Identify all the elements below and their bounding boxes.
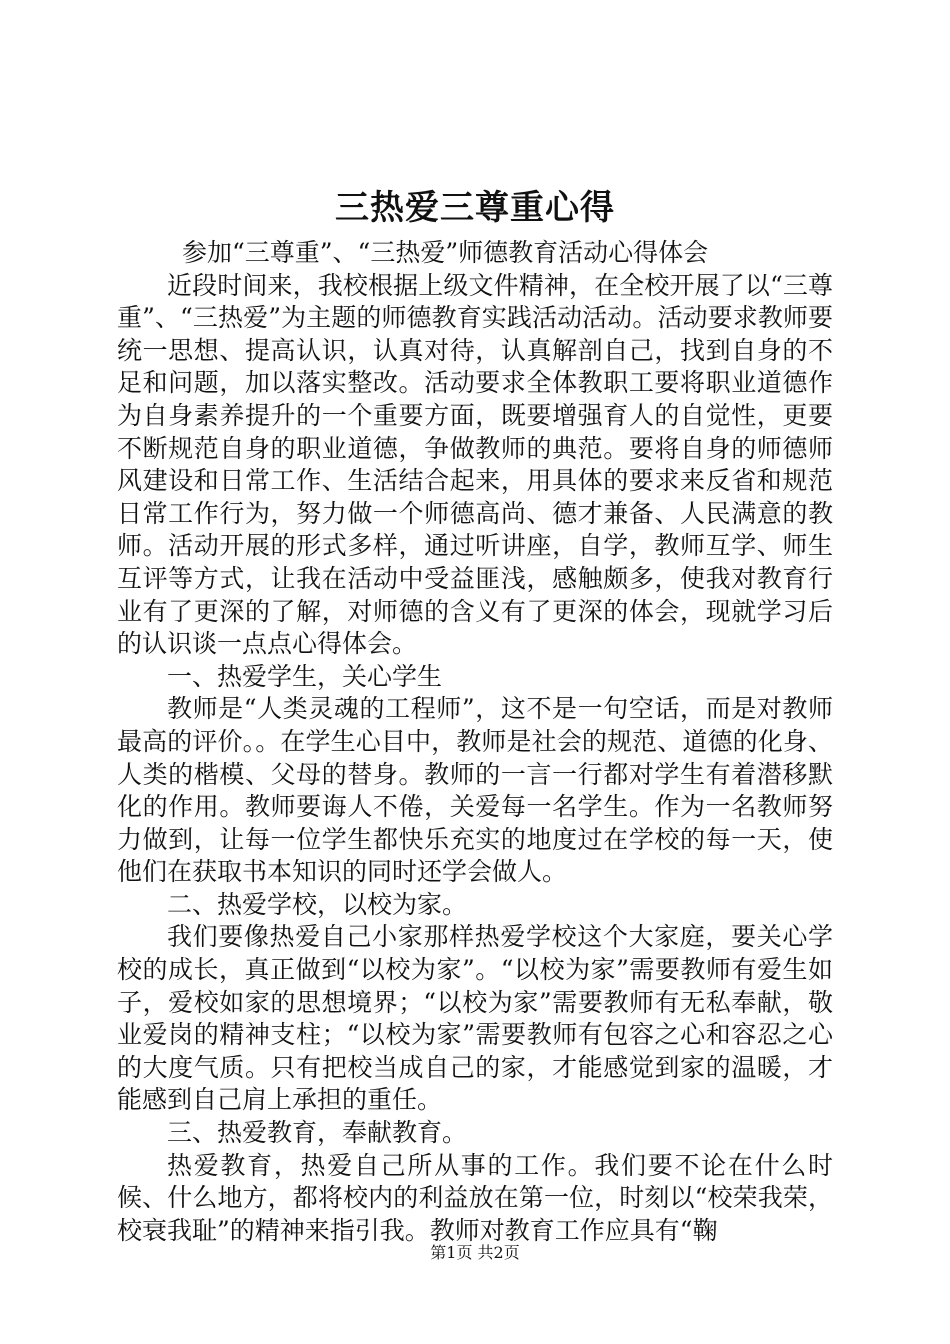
page-footer: 第1页 共2页	[430, 1243, 520, 1262]
document-title: 三热爱三尊重心得	[335, 188, 615, 228]
paragraph-section-1: 教师是“人类灵魂的工程师”，这不是一句空话，而是对教师最高的评价。。在学生心目中，教师是社会的规范、道德的化身、人类的楷模、父母的替身。教师的一言一行都对学生有着潜移默化的作用。教师要诲人不倦，关爱每一名学生。作为一名教师努力做到，让每一位学生都快乐充实的地度过在学校的每一天，使他们在获取书本知识的同时还学会做人。	[117, 694, 833, 887]
section-heading-1: 一、热爱学生，关心学生	[167, 661, 443, 691]
paragraph-section-3: 热爱教育，热爱自己所从事的工作。我们要不论在什么时候、什么地方，都将校内的利益放在第一位，时刻以“校荣我荣，校衰我耻”的精神来指引我。教师对教育工作应具有“鞠	[117, 1150, 833, 1245]
paragraph-section-2: 我们要像热爱自己小家那样热爱学校这个大家庭，要关心学校的成长，真正做到“以校为家”。“以校为家”需要教师有爱生如子，爱校如家的思想境界；“以校为家”需要教师有无私奉献，敬业爱岗的精神支柱；“以校为家”需要教师有包容之心和容忍之心的大度气质。只有把校当成自己的家，才能感觉到家的温暖，才能感到自己肩上承担的重任。	[117, 922, 833, 1115]
section-heading-2: 二、热爱学校，以校为家。	[167, 889, 468, 919]
paragraph-intro: 近段时间来，我校根据上级文件精神，在全校开展了以“三尊重”、“三热爱”为主题的师德教育实践活动活动。活动要求教师要统一思想、提高认识，认真对待，认真解剖自己，找到自身的不足和问题，加以落实整改。活动要求全体教职工要将职业道德作为自身素养提升的一个重要方面，既要增强育人的自觉性，更要不断规范自身的职业道德，争做教师的典范。要将自身的师德师风建设和日常工作、生活结合起来，用具体的要求来反省和规范日常工作行为，努力做一个师德高尚、德才兼备、人民满意的教师。活动开展的形式多样，通过听讲座，自学，教师互学、师生互评等方式，让我在活动中受益匪浅，感触颇多，使我对教育行业有了更深的了解，对师德的含义有了更深的体会，现就学习后的认识谈一点点心得体会。	[117, 270, 833, 659]
document-body	[117, 237, 833, 1247]
document-subtitle: 参加“三尊重”、“三热爱”师德教育活动心得体会	[182, 238, 709, 267]
section-heading-3: 三、热爱教育，奉献教育。	[167, 1118, 468, 1148]
